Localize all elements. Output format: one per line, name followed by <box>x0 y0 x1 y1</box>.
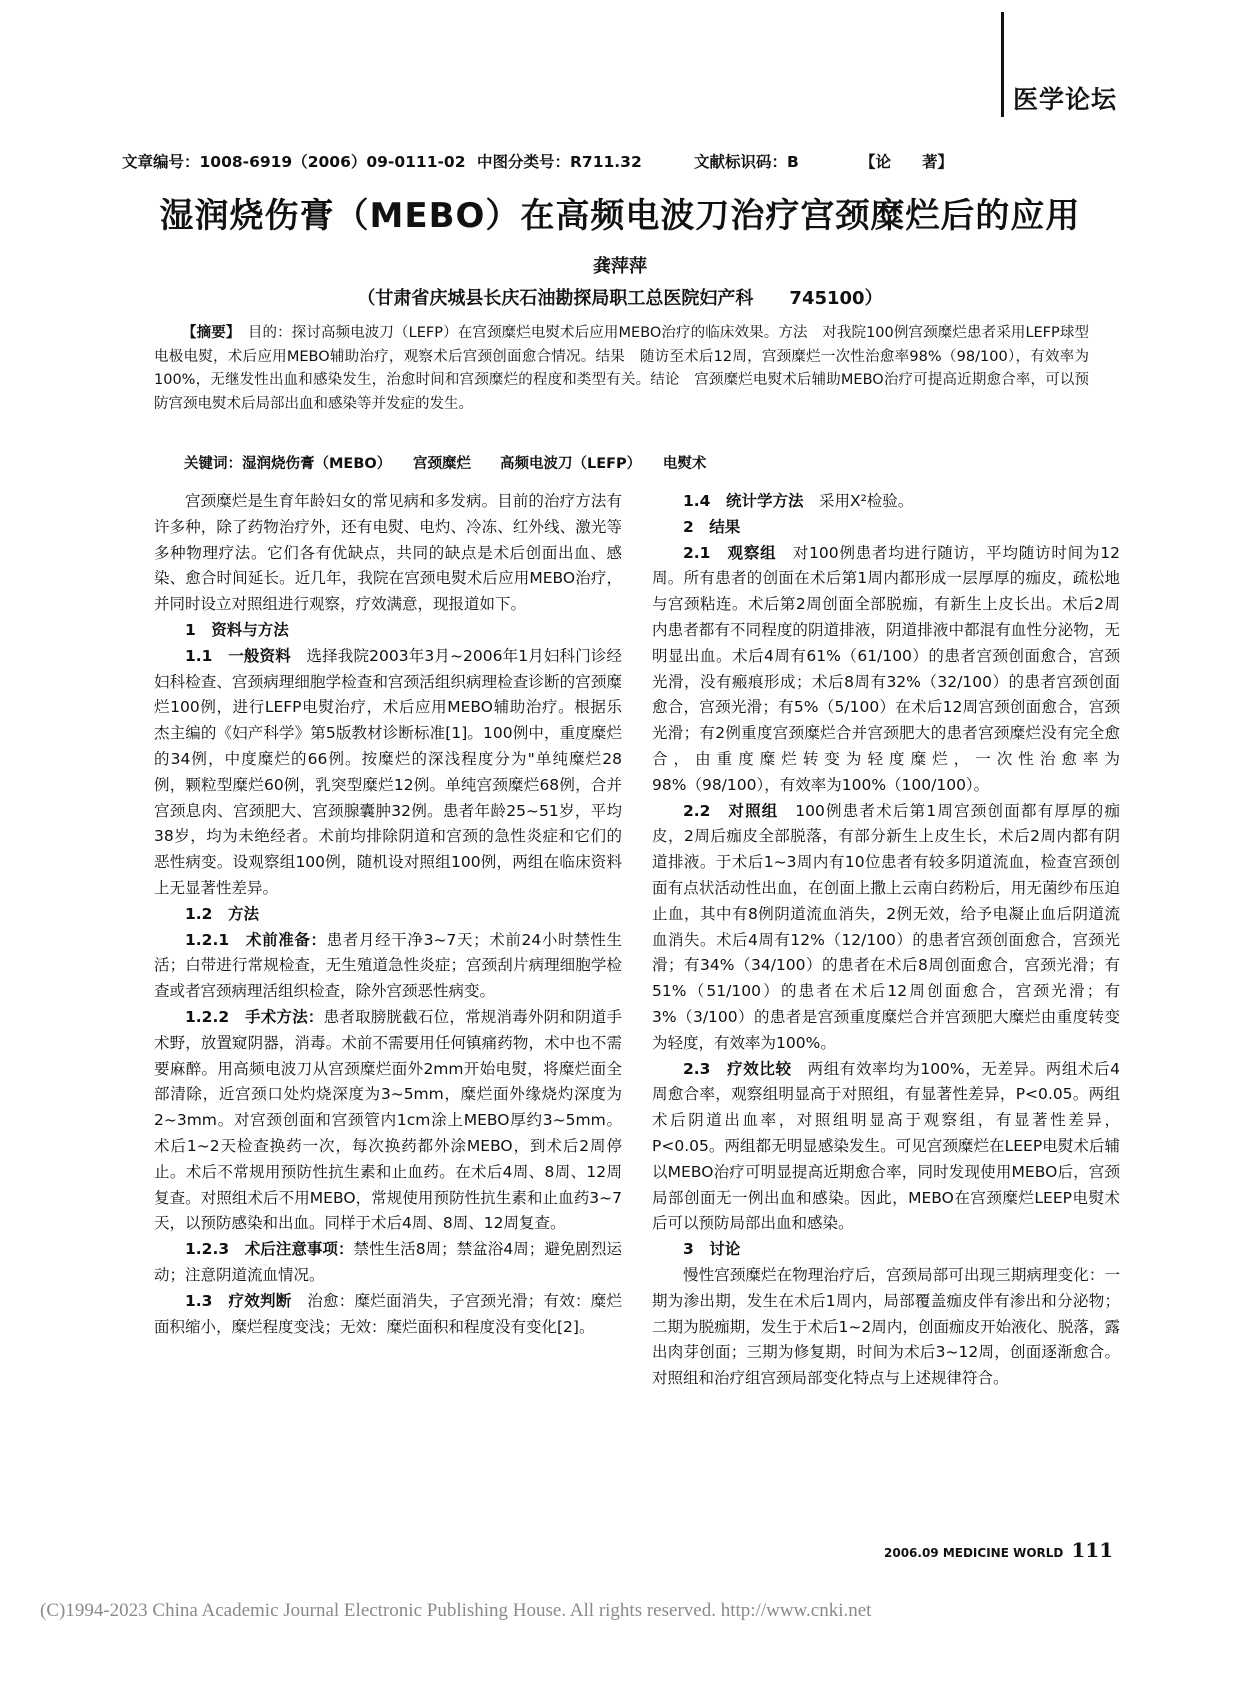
section-heading-results: 2 结果 <box>683 517 741 536</box>
subheading: 1.4 统计学方法 <box>683 492 804 510</box>
paragraph-postop: 1.2.3 术后注意事项：禁性生活8周；禁盆浴4周；避免剧烈运动；注意阴道流血情况。 <box>154 1240 622 1284</box>
article-type: 【论 著】 <box>860 153 954 171</box>
clc-number: 中图分类号：R711.32 <box>477 153 642 171</box>
page-number: 111 <box>1071 1538 1114 1562</box>
author: 龚萍萍 <box>593 256 647 277</box>
subheading: 2.1 观察组 <box>683 543 777 562</box>
paragraph-statistics: 1.4 统计学方法 采用X²检验。 <box>683 492 914 510</box>
paragraph-control-group: 2.2 对照组 100例患者术后第1周宫颈创面都有厚厚的痂皮，2周后痂皮全部脱落，有部分新生上皮生长，术后2周内都有阴道排液。于术后1~3周内有10位患者有较多阴道流血，检查宫颈创面有点状活动性出血，在创面上撒上云南白药粉后，用无菌纱布压迫止血，其中有8例阴道流血消失，2例无效，给予电凝止血后阴道流血消失。术后4周有12%（12/100）的患者宫颈创面愈合，宫颈光滑；有34%（34/100）的患者在术后8周创面愈合，宫颈光滑；有51%（51/100）的患者在术后12周创面愈合，宫颈光滑；有3%（3/100）的患者是宫颈重度糜烂合并宫颈肥大糜烂由重度转变为轻度，有效率为100%。 <box>652 801 1120 1052</box>
section-heading-methods: 1 资料与方法 <box>185 620 289 639</box>
paragraph-efficacy: 1.3 疗效判断 治愈：糜烂面消失，子宫颈光滑；有效：糜烂面积缩小，糜烂程度变浅；无效：糜烂面积和程度没有变化[2]。 <box>154 1291 622 1336</box>
subsection-heading-method: 1.2 方法 <box>185 904 259 923</box>
abstract-label: 【摘要】 <box>182 325 234 341</box>
section-label: 医学论坛 <box>1013 85 1118 114</box>
header-rule <box>1001 12 1004 117</box>
left-column <box>154 489 622 1340</box>
section-heading-discussion: 3 讨论 <box>683 1240 741 1259</box>
keywords: 关键词：湿润烧伤膏（MEBO） 宫颈糜烂 高频电波刀（LEFP） 电熨术 <box>184 456 707 472</box>
paragraph-comparison: 2.3 疗效比较 两组有效率均为100%，无差异。两组术后4周愈合率，观察组明显高于对照组，有显著性差异，P<0.05。两组术后阴道出血率，对照组明显高于观察组，有显著性差异，P<0.05。两组都无明显感染发生。可见宫颈糜烂在LEEP电熨术后辅以MEBO治疗可明显提高近期愈合率，同时发现使用MEBO后，宫颈局部创面无一例出血和感染。因此，MEBO在宫颈糜烂LEEP电熨术后可以预防局部出血和感染。 <box>652 1059 1120 1233</box>
paragraph-general-data: 1.1 一般资料 选择我院2003年3月~2006年1月妇科门诊经妇科检查、宫颈病理细胞学检查和宫颈活组织病理检查诊断的宫颈糜烂100例，进行LEFP电熨治疗，术后应用MEBO辅助治疗。根据乐杰主编的《妇产科学》第5版教材诊断标准[1]。100例中，重度糜烂的34例，中度糜烂的66例。按糜烂的深浅程度分为"单纯糜烂28例，颗粒型糜烂60例，乳突型糜烂12例。单纯宫颈糜烂68例，合并宫颈息肉、宫颈肥大、宫颈腺囊肿32例。患者年龄25~51岁，平均38岁，均为未绝经者。术前均排除阴道和宫颈的急性炎症和它们的恶性病变。设观察组100例，随机设对照组100例，两组在临床资料上无显著性差异。 <box>154 646 622 897</box>
paragraph-surgery: 1.2.2 手术方法：患者取膀胱截石位，常规消毒外阴和阴道手术野，放置窥阴器，消毒。术前不需要用任何镇痛药物，术中也不需要麻醉。用高频电波刀从宫颈糜烂面外2mm开始电熨，将糜烂面全部清除，近宫颈口处灼烧深度为3~5mm，糜烂面外缘烧灼深度为2~3mm。对宫颈创面和宫颈管内1cm涂上MEBO厚约3~5mm。术后1~2天检查换药一次，每次换药都外涂MEBO，到术后2周停止。术后不常规用预防性抗生素和止血药。在术后4周、8周、12周复查。对照组术后不用MEBO，常规使用预防性抗生素和止血药3~7天，以预防感染和出血。同样于术后4周、8周、12周复查。 <box>154 1007 622 1233</box>
abstract-text: 目的：探讨高频电波刀（LEFP）在宫颈糜烂电熨术后应用MEBO治疗的临床效果。方法 对我院100例宫颈糜烂患者采用LEFP球型电极电熨，术后应用MEBO辅助治疗，观察术后宫颈创面愈合情况。结果 随访至术后12周，宫颈糜烂一次性治愈率98%（98/100），有效率为100%，无继发性出血和感染发生，治愈时间和宫颈糜烂的程度和类型有关。结论 宫颈糜烂电熨术后辅助MEBO治疗可提高近期愈合率，可以预防宫颈电熨术后局部出血和感染等并发症的发生。 <box>154 325 1090 412</box>
intro-paragraph: 宫颈糜烂是生育年龄妇女的常见病和多发病。目前的治疗方法有许多种，除了药物治疗外，还有电熨、电灼、冷冻、红外线、激光等多种物理疗法。它们各有优缺点，共同的缺点是术后创面出血、感染、愈合时间延长。近几年，我院在宫颈电熨术后应用MEBO治疗，并同时设立对照组进行观察，疗效满意，现报道如下。 <box>154 492 622 614</box>
document-code: 文献标识码：B <box>694 153 799 171</box>
subheading: 2.2 对照组 <box>683 801 779 820</box>
subheading: 1.3 疗效判断 <box>185 1291 292 1310</box>
paragraph-discussion: 慢性宫颈糜烂在物理治疗后，宫颈局部可出现三期病理变化：一期为渗出期，发生在术后1周内，局部覆盖痂皮伴有渗出和分泌物；二期为脱痂期，发生于术后1~2周内，创面痂皮开始液化、脱落，露出肉芽创面；三期为修复期，时间为术后3~12周，创面逐渐愈合。对照组和治疗组宫颈局部变化特点与上述规律符合。 <box>652 1265 1120 1388</box>
subheading: 2.3 疗效比较 <box>683 1059 792 1078</box>
paragraph-observation-group: 2.1 观察组 对100例患者均进行随访，平均随访时间为12周。所有患者的创面在术后第1周内都形成一层厚厚的痂皮，疏松地与宫颈粘连。术后第2周创面全部脱痂，有新生上皮长出。术后2周内患者都有不同程度的阴道排液，阴道排液中都混有血性分泌物，无明显出血。术后4周有61%（61/100）的患者宫颈创面愈合，宫颈光滑，没有瘢痕形成；术后8周有32%（32/100）的患者宫颈创面愈合，宫颈光滑；有5%（5/100）在术后12周宫颈创面愈合，宫颈光滑；有2例重度宫颈糜烂合并宫颈肥大的患者宫颈糜烂没有完全愈合，由重度糜烂转变为轻度糜烂，一次性治愈率为98%（98/100），有效率为100%（100/100）。 <box>652 543 1120 794</box>
affiliation: （甘肃省庆城县长庆石油勘探局职工总医院妇产科 745100） <box>357 288 883 309</box>
copyright-notice: (C)1994-2023 China Academic Journal Electronic Publishing House. All rights reserved. http://www.cnki.net <box>40 1600 872 1621</box>
abstract <box>154 322 1089 416</box>
page-footer <box>884 1538 1113 1562</box>
right-column <box>652 489 1120 1392</box>
article-number: 文章编号：1008-6919（2006）09-0111-02 <box>122 153 466 171</box>
subheading: 1.2.2 手术方法： <box>185 1007 324 1026</box>
subheading: 1.2.1 术前准备： <box>185 930 327 949</box>
paragraph-preop: 1.2.1 术前准备：患者月经干净3~7天；术前24小时禁性生活；白带进行常规检查，无生殖道急性炎症；宫颈刮片病理细胞学检查或者宫颈病理活组织检查，除外宫颈恶性病变。 <box>154 930 623 1001</box>
subheading: 1.2.3 术后注意事项： <box>185 1240 354 1259</box>
paper-title: 湿润烧伤膏（MEBO）在高频电波刀治疗宫颈糜烂后的应用 <box>159 196 1081 236</box>
journal-issue: 2006.09 MEDICINE WORLD <box>884 1546 1064 1560</box>
subheading: 1.1 一般资料 <box>185 646 291 665</box>
